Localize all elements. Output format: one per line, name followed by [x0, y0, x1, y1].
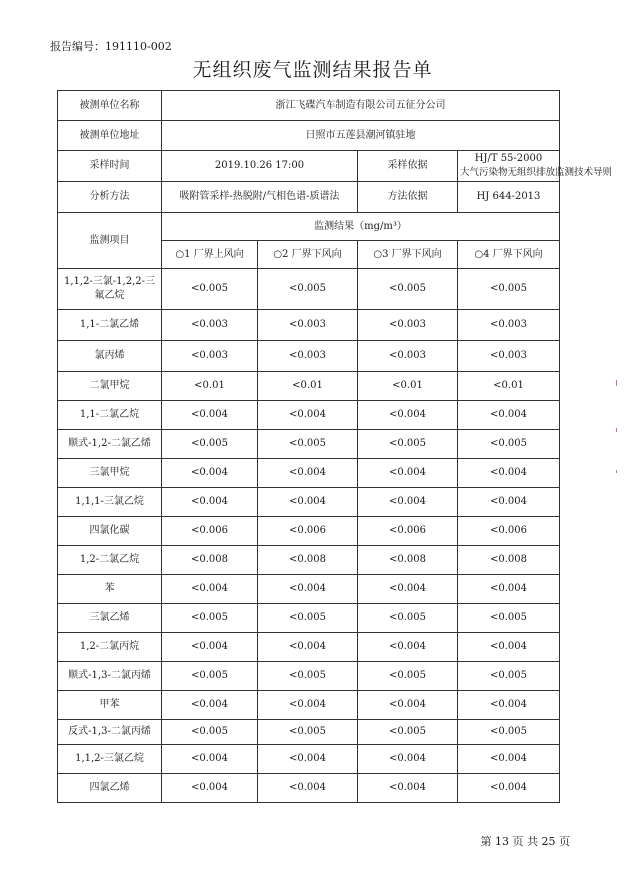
result-value-point-1: <0.005 — [162, 269, 258, 310]
unit-address-label: 被测单位地址 — [58, 121, 162, 151]
unit-address: 日照市五莲县潮河镇驻地 — [162, 121, 560, 151]
point-1-header: ○1 厂界上风向 — [162, 241, 258, 269]
sampling-time-label: 采样时间 — [58, 151, 162, 182]
result-value-point-2: <0.003 — [258, 310, 358, 341]
result-value-point-4: <0.003 — [458, 310, 560, 341]
monitoring-item: 1,1,1-三氯乙烷 — [58, 488, 162, 517]
result-value-point-3: <0.003 — [358, 310, 458, 341]
result-value-point-4: <0.005 — [458, 720, 560, 745]
monitoring-item: 三氯乙烯 — [58, 604, 162, 633]
result-value-point-3: <0.004 — [358, 633, 458, 662]
result-value-point-2: <0.005 — [258, 430, 358, 459]
table-row — [58, 633, 560, 662]
monitoring-item: 甲苯 — [58, 691, 162, 720]
result-value-point-2: <0.004 — [258, 745, 358, 774]
margin-mark — [616, 428, 617, 432]
sampling-basis — [458, 151, 613, 182]
result-value-point-4: <0.005 — [458, 269, 560, 310]
result-value-point-1: <0.004 — [162, 401, 258, 430]
monitoring-item: 反式-1,3-二氯丙烯 — [58, 720, 162, 745]
result-value-point-1: <0.004 — [162, 459, 258, 488]
table-row — [58, 310, 560, 341]
result-value-point-3: <0.004 — [358, 691, 458, 720]
result-value-point-3: <0.004 — [358, 745, 458, 774]
result-value-point-3: <0.005 — [358, 430, 458, 459]
monitoring-item: 三氯甲烷 — [58, 459, 162, 488]
result-value-point-1: <0.005 — [162, 604, 258, 633]
result-value-point-2: <0.003 — [258, 341, 358, 372]
result-value-point-1: <0.004 — [162, 745, 258, 774]
result-value-point-1: <0.004 — [162, 575, 258, 604]
result-value-point-4: <0.005 — [458, 662, 560, 691]
monitoring-item: 二氯甲烷 — [58, 372, 162, 401]
sampling-time: 2019.10.26 17:00 — [162, 151, 358, 182]
monitoring-item: 1,1,2-三氯-1,2,2-三氟乙烷 — [58, 269, 162, 310]
result-value-point-3: <0.005 — [358, 269, 458, 310]
result-value-point-2: <0.004 — [258, 575, 358, 604]
margin-mark — [616, 380, 617, 386]
analysis-method-label: 分析方法 — [58, 182, 162, 213]
result-value-point-4: <0.005 — [458, 604, 560, 633]
table-row — [58, 546, 560, 575]
sampling-basis-standard: HJ/T 55-2000 — [474, 153, 543, 164]
result-value-point-4: <0.004 — [458, 488, 560, 517]
table-row — [58, 430, 560, 459]
result-value-point-2: <0.004 — [258, 488, 358, 517]
table-row — [58, 575, 560, 604]
result-value-point-3: <0.005 — [358, 604, 458, 633]
data-rows — [58, 269, 560, 803]
unit-name-label: 被测单位名称 — [58, 91, 162, 121]
monitoring-item: 顺式-1,2-二氯乙烯 — [58, 430, 162, 459]
result-value-point-1: <0.005 — [162, 662, 258, 691]
page-number: 第 13 页 共 25 页 — [480, 835, 570, 848]
results-table — [57, 90, 613, 803]
result-value-point-2: <0.004 — [258, 691, 358, 720]
result-value-point-4: <0.01 — [458, 372, 560, 401]
result-value-point-3: <0.004 — [358, 774, 458, 803]
report-number: 报告编号：191110-002 — [50, 40, 172, 53]
monitoring-item: 1,2-二氯乙烷 — [58, 546, 162, 575]
result-value-point-3: <0.004 — [358, 575, 458, 604]
result-value-point-4: <0.004 — [458, 401, 560, 430]
result-value-point-1: <0.004 — [162, 633, 258, 662]
monitoring-item: 顺式-1,3-二氯丙烯 — [58, 662, 162, 691]
point-4-header: ○4 厂界下风向 — [458, 241, 560, 269]
result-value-point-2: <0.004 — [258, 633, 358, 662]
results-header — [58, 213, 560, 269]
monitoring-item: 1,1-二氯乙烯 — [58, 310, 162, 341]
result-value-point-4: <0.004 — [458, 459, 560, 488]
monitoring-item-header: 监测项目 — [58, 213, 162, 269]
table-row — [58, 662, 560, 691]
result-value-point-3: <0.004 — [358, 459, 458, 488]
result-value-point-2: <0.005 — [258, 662, 358, 691]
monitoring-item: 1,1-二氯乙烷 — [58, 401, 162, 430]
result-value-point-2: <0.005 — [258, 720, 358, 745]
result-value-point-3: <0.003 — [358, 341, 458, 372]
table-row — [58, 372, 560, 401]
result-value-point-3: <0.008 — [358, 546, 458, 575]
monitoring-item: 四氯化碳 — [58, 517, 162, 546]
method-basis-label: 方法依据 — [358, 182, 458, 213]
result-value-point-1: <0.004 — [162, 774, 258, 803]
monitoring-item: 四氯乙烯 — [58, 774, 162, 803]
info-section — [58, 91, 613, 213]
table-row — [58, 745, 560, 774]
table-row — [58, 269, 560, 310]
analysis-method: 吸附管采样-热脱附/气相色谱-质谱法 — [162, 182, 358, 213]
monitoring-item: 氯丙烯 — [58, 341, 162, 372]
table-row — [58, 401, 560, 430]
sampling-basis-title: 大气污染物无组织排放监测技术导则 — [460, 167, 613, 178]
table-row — [58, 459, 560, 488]
result-value-point-3: <0.005 — [358, 662, 458, 691]
monitoring-item: 苯 — [58, 575, 162, 604]
monitoring-item: 1,1,2-三氯乙烷 — [58, 745, 162, 774]
result-value-point-3: <0.004 — [358, 488, 458, 517]
result-value-point-4: <0.004 — [458, 691, 560, 720]
result-value-point-2: <0.008 — [258, 546, 358, 575]
method-basis: HJ 644-2013 — [458, 182, 560, 213]
result-value-point-2: <0.01 — [258, 372, 358, 401]
table-row — [58, 720, 560, 745]
result-value-point-3: <0.006 — [358, 517, 458, 546]
unit-name: 浙江飞碟汽车制造有限公司五征分公司 — [162, 91, 560, 121]
result-value-point-2: <0.006 — [258, 517, 358, 546]
result-value-point-4: <0.004 — [458, 633, 560, 662]
point-3-header: ○3 厂界下风向 — [358, 241, 458, 269]
result-value-point-2: <0.004 — [258, 401, 358, 430]
result-value-point-4: <0.004 — [458, 745, 560, 774]
sampling-basis-label: 采样依据 — [358, 151, 458, 182]
result-value-point-2: <0.005 — [258, 269, 358, 310]
result-value-point-1: <0.01 — [162, 372, 258, 401]
table-row — [58, 774, 560, 803]
table-row — [58, 488, 560, 517]
table-row — [58, 341, 560, 372]
result-value-point-1: <0.006 — [162, 517, 258, 546]
result-value-point-1: <0.004 — [162, 488, 258, 517]
result-value-point-4: <0.004 — [458, 575, 560, 604]
result-value-point-1: <0.003 — [162, 341, 258, 372]
result-value-point-3: <0.01 — [358, 372, 458, 401]
result-value-point-4: <0.004 — [458, 774, 560, 803]
result-value-point-4: <0.006 — [458, 517, 560, 546]
result-value-point-4: <0.008 — [458, 546, 560, 575]
result-value-point-4: <0.005 — [458, 430, 560, 459]
monitoring-item: 1,2-二氯丙烷 — [58, 633, 162, 662]
table-row — [58, 691, 560, 720]
result-value-point-1: <0.005 — [162, 720, 258, 745]
report-title: 无组织废气监测结果报告单 — [192, 59, 433, 81]
monitoring-results-header: 监测结果（mg/m³） — [162, 213, 560, 241]
result-value-point-2: <0.005 — [258, 604, 358, 633]
result-value-point-1: <0.004 — [162, 691, 258, 720]
result-value-point-3: <0.004 — [358, 401, 458, 430]
result-value-point-1: <0.003 — [162, 310, 258, 341]
point-2-header: ○2 厂界下风向 — [258, 241, 358, 269]
result-value-point-4: <0.003 — [458, 341, 560, 372]
result-value-point-1: <0.008 — [162, 546, 258, 575]
result-value-point-2: <0.004 — [258, 774, 358, 803]
result-value-point-3: <0.005 — [358, 720, 458, 745]
result-value-point-2: <0.004 — [258, 459, 358, 488]
table-row — [58, 604, 560, 633]
table-row — [58, 517, 560, 546]
margin-mark — [616, 470, 617, 473]
result-value-point-1: <0.005 — [162, 430, 258, 459]
